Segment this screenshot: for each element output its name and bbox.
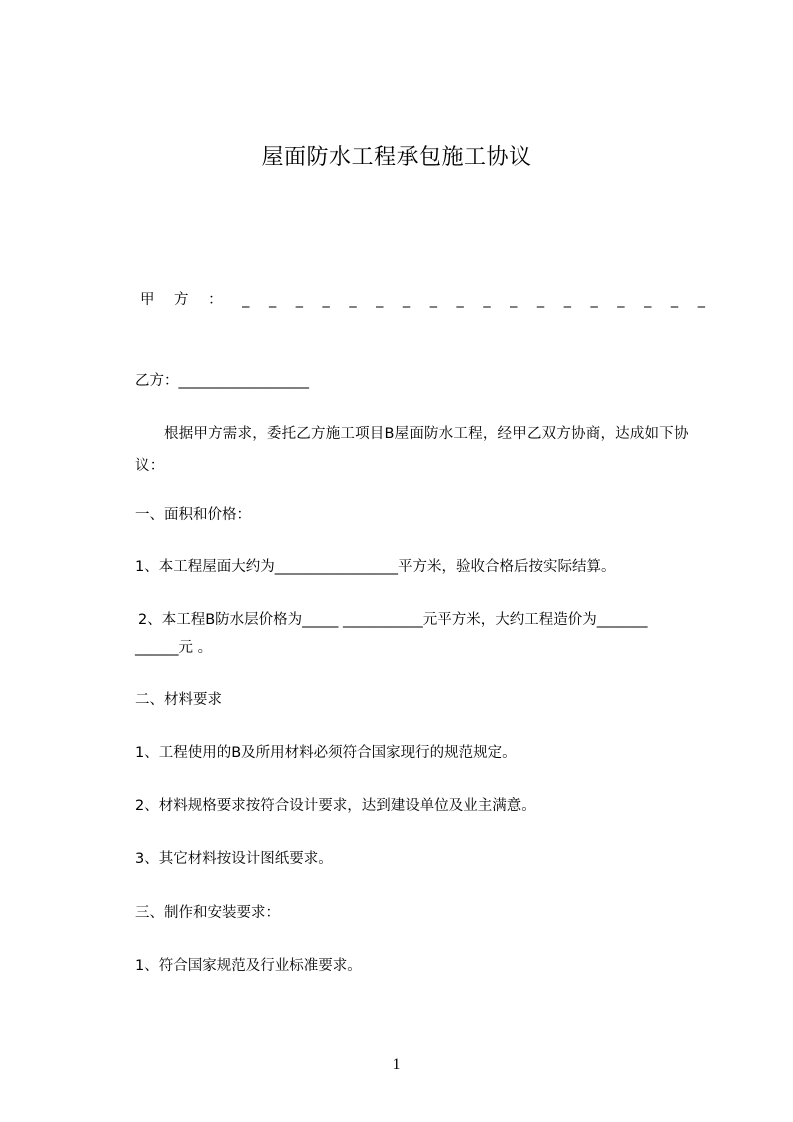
section-3-item-1: 1、符合国家规范及行业标准要求。 xyxy=(135,958,362,974)
party-a-blank: _ xyxy=(242,292,250,308)
party-a-blank: _ xyxy=(670,292,679,308)
section-1-item-1: 1、本工程屋面大约为_________________平方米，验收合格后按实际结算。 xyxy=(135,559,616,575)
party-b-line: 乙方：__________________ xyxy=(135,373,309,389)
section-2-item-3: 3、其它材料按设计图纸要求。 xyxy=(135,851,333,867)
party-a-blank: _ xyxy=(295,292,303,308)
party-a-line xyxy=(140,289,705,311)
party-a-blank: _ xyxy=(268,292,277,308)
party-a-char: 甲 xyxy=(140,292,155,308)
party-a-blank: _ xyxy=(402,292,411,308)
party-a-char: 方 xyxy=(174,292,189,308)
party-a-char: ： xyxy=(208,292,223,308)
party-a-blank: _ xyxy=(563,292,571,308)
section-1-item-2-line-2: ______元 。 xyxy=(135,640,213,656)
party-a-blank: _ xyxy=(697,292,705,308)
section-1-item-2-line-1: 2、本工程B防水层价格为_____ ___________元平方米，大约工程造价为_______ xyxy=(138,612,648,628)
party-a-blank: _ xyxy=(510,292,518,308)
section-1-heading: 一、面积和价格： xyxy=(135,507,251,523)
party-a-blank: _ xyxy=(376,292,384,308)
section-2-heading: 二、材料要求 xyxy=(135,692,222,708)
section-3-heading: 三、制作和安装要求： xyxy=(135,905,280,921)
intro-paragraph: 根据甲方需求，委托乙方施工项目B屋面防水工程，经甲乙双方协商，达成如下协议： xyxy=(135,426,689,474)
party-a-blank: _ xyxy=(483,292,491,308)
document-title: 屋面防水工程承包施工协议 xyxy=(261,145,532,170)
page-number: 1 xyxy=(392,1056,401,1073)
party-a-blank: _ xyxy=(536,292,545,308)
party-a-blank: _ xyxy=(590,292,598,308)
section-2-item-2: 2、材料规格要求按符合设计要求，达到建设单位及业主满意。 xyxy=(135,798,536,814)
section-2-item-1: 1、工程使用的B及所用材料必须符合国家现行的规范规定。 xyxy=(135,745,517,761)
party-a-blank: _ xyxy=(322,292,330,308)
party-a-blank: _ xyxy=(644,292,652,308)
party-a-blank: _ xyxy=(349,292,357,308)
party-a-blank: _ xyxy=(617,292,625,308)
party-a-blank: _ xyxy=(429,292,437,308)
party-a-blank: _ xyxy=(456,292,464,308)
